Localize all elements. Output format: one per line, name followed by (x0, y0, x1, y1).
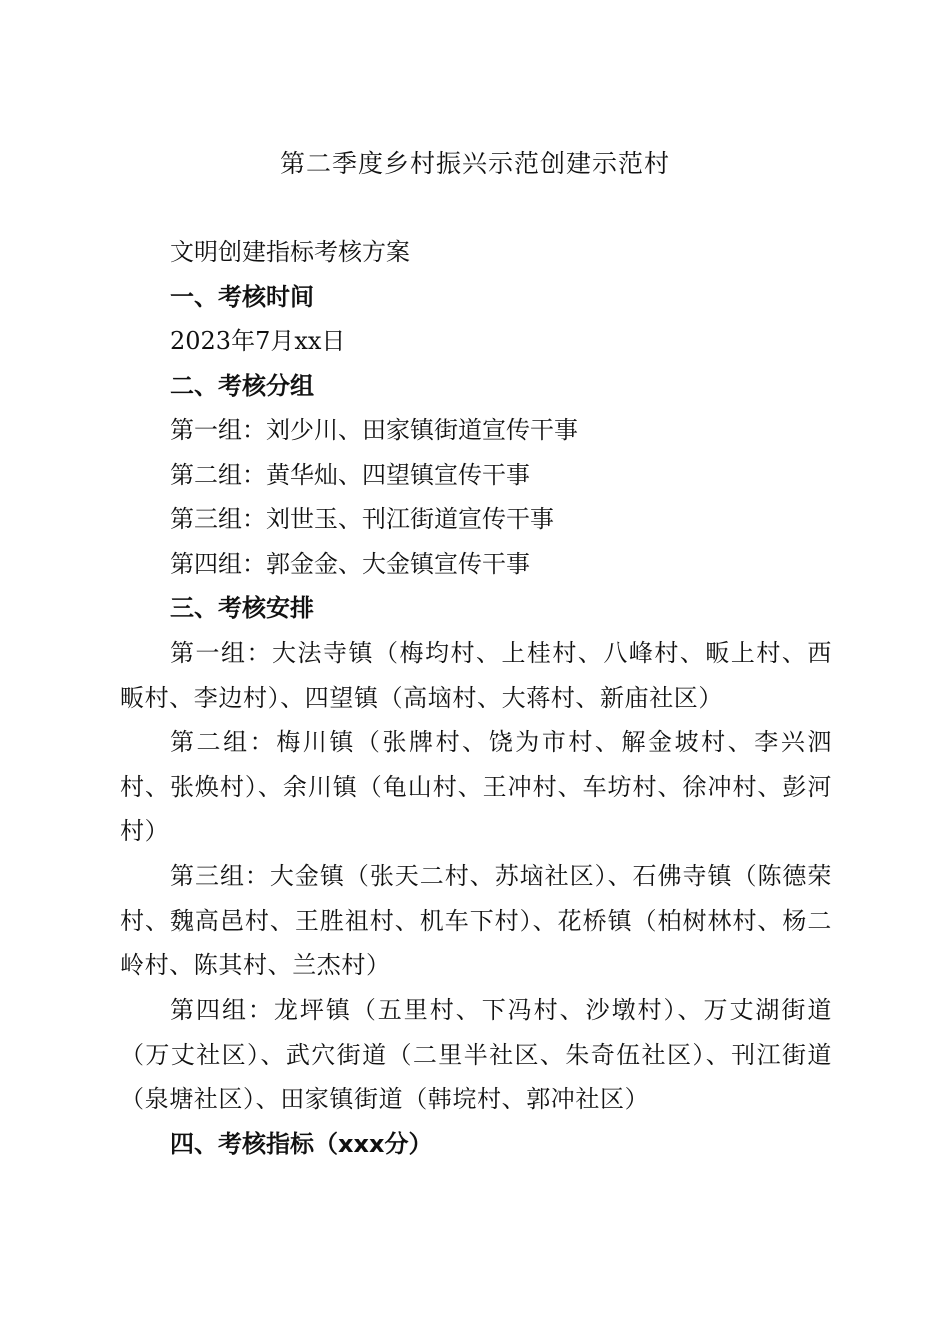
group-item: 第三组：刘世玉、刊江街道宣传干事 (170, 505, 554, 533)
section-heading-time: 一、考核时间 (170, 283, 314, 311)
group-item: 第四组：郭金金、大金镇宣传干事 (170, 550, 530, 578)
section-heading-arrangement: 三、考核安排 (170, 594, 314, 622)
arrangement-paragraph: 第四组：龙坪镇（五里村、下冯村、沙墩村）、万丈湖街道（万丈社区）、武穴街道（二里半社区、朱奇伍社区）、刊江街道（泉塘社区）、田家镇街道（韩垸村、郭冲社区） (120, 996, 832, 1113)
group-item: 第二组：黄华灿、四望镇宣传干事 (170, 461, 530, 489)
arrangement-paragraph: 第二组：梅川镇（张牌村、饶为市村、解金坡村、李兴泗村、张焕村）、余川镇（龟山村、王冲村、车坊村、徐冲村、彭河村） (120, 728, 832, 845)
assessment-date: 2023年7月xx日 (170, 327, 346, 355)
arrangement-paragraph: 第一组：大法寺镇（梅均村、上桂村、八峰村、畈上村、西畈村、李边村）、四望镇（高垴村、大蒋村、新庙社区） (120, 639, 832, 712)
section-heading-indicators: 四、考核指标（xxx分） (170, 1130, 433, 1158)
document-title: 第二季度乡村振兴示范创建示范村 (279, 149, 670, 178)
document-subtitle: 文明创建指标考核方案 (170, 238, 410, 266)
arrangement-paragraph: 第三组：大金镇（张天二村、苏垴社区）、石佛寺镇（陈德荣村、魏高邑村、王胜祖村、机车下村）、花桥镇（柏树林村、杨二岭村、陈其村、兰杰村） (120, 862, 832, 979)
section-heading-groups: 二、考核分组 (170, 372, 314, 400)
group-item: 第一组：刘少川、田家镇街道宣传干事 (170, 416, 578, 444)
